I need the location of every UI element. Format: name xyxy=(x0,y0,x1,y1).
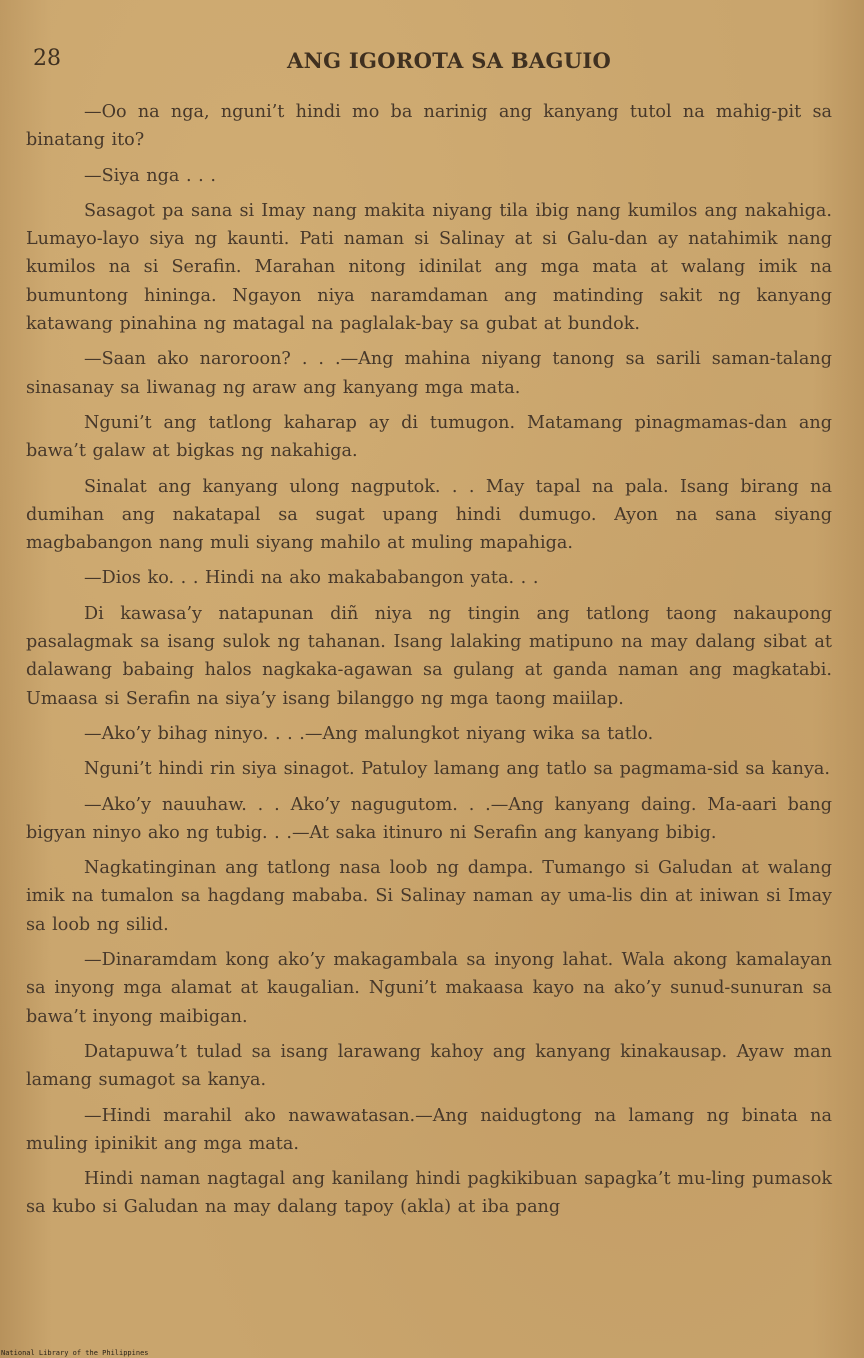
paragraph: Sinalat ang kanyang ulong nagputok. . . May tapal na pala. Isang birang na dumihan ang nakatapal sa sugat upang hindi dumugo. Ayon na sana siyang magbabangon nang muli siyang mahilo at muling mapahiga. xyxy=(26,476,832,554)
paragraph: —Siya nga . . . xyxy=(84,165,216,186)
paragraph: —Hindi marahil ako nawawatasan.—Ang naidugtong na lamang ng binata na muling ipinikit ang mga mata. xyxy=(26,1105,832,1154)
paragraph: —Oo na nga, nguni’t hindi mo ba narinig ang kanyang tutol na mahig-pit sa binatang ito? xyxy=(26,102,832,151)
running-title: ANG IGOROTA SA BAGUIO xyxy=(287,48,612,73)
page-number: 28 xyxy=(33,46,61,71)
body-text xyxy=(26,98,832,1229)
paragraph: —Dinaramdam kong ako’y makagambala sa inyong lahat. Wala akong kamalayan sa inyong mga alamat at kaugalian. Nguni’t makaasa kayo na ako’y sunud-sunuran sa bawa’t inyong maibigan. xyxy=(26,950,832,1027)
paragraph: Nagkatinginan ang tatlong nasa loob ng dampa. Tumango si Galudan at walang imik na tumalon sa hagdang mababa. Si Salinay naman ay uma-lis din at iniwan si Imay sa loob ng silid. xyxy=(26,858,832,935)
paragraph: —Ako’y nauuhaw. . . Ako’y nagugutom. . .—Ang kanyang daing. Ma-aari bang bigyan ninyo ako ng tubig. . .—At saka itinuro ni Serafin ang kanyang bibig. xyxy=(26,794,832,843)
paragraph: Nguni’t hindi rin siya sinagot. Patuloy lamang ang tatlo sa pagmama-sid sa kanya. xyxy=(84,759,831,780)
paragraph: Sasagot pa sana si Imay nang makita niyang tila ibig nang kumilos ang nakahiga. Lumayo-layo siya ng kaunti. Pati naman si Salinay at si Galu-dan ay natahimik nang kumilos na si Serafin. Marahan nitong idinilat ang mga mata at walang imik na bumuntong hininga. Ngayon niya naramdaman ang matinding sakit ng kanyang katawang pinahina ng matagal na paglalak-bay sa gubat at bundok. xyxy=(26,200,832,335)
paragraph: Nguni’t ang tatlong kaharap ay di tumugon. Matamang pinagmamas-dan ang bawa’t galaw at bigkas ng nakahiga. xyxy=(26,412,832,462)
paragraph: —Saan ako naroroon? . . .—Ang mahina niyang tanong sa sarili saman-talang sinasanay sa liwanag ng araw ang kanyang mga mata. xyxy=(26,349,832,398)
paragraph: Hindi naman nagtagal ang kanilang hindi pagkikibuan sapagka’t mu-ling pumasok sa kubo si Galudan na may dalang tapoy (akla) at iba pang xyxy=(26,1169,832,1218)
page-header xyxy=(0,46,864,80)
paragraph: —Ako’y bihag ninyo. . . .—Ang malungkot niyang wika sa tatlo. xyxy=(84,723,654,744)
paragraph: —Dios ko. . . Hindi na ako makababangon yata. . . xyxy=(84,568,539,589)
library-credit: National Library of the Philippines xyxy=(1,1349,149,1357)
paragraph: Di kawasa’y natapunan diñ niya ng tingin ang tatlong taong nakaupong pasalagmak sa isang sulok ng tahanan. Isang lalaking matipuno na may dalang sibat at dalawang babaing halos nagkaka-agawan sa gulang at ganda naman ang magkatabi. Umaasa si Serafin na siya’y isang bilanggo ng mga taong maiilap. xyxy=(26,603,832,709)
paragraph: Datapuwa’t tulad sa isang larawang kahoy ang kanyang kinakausap. Ayaw man lamang sumagot sa kanya. xyxy=(26,1041,832,1091)
